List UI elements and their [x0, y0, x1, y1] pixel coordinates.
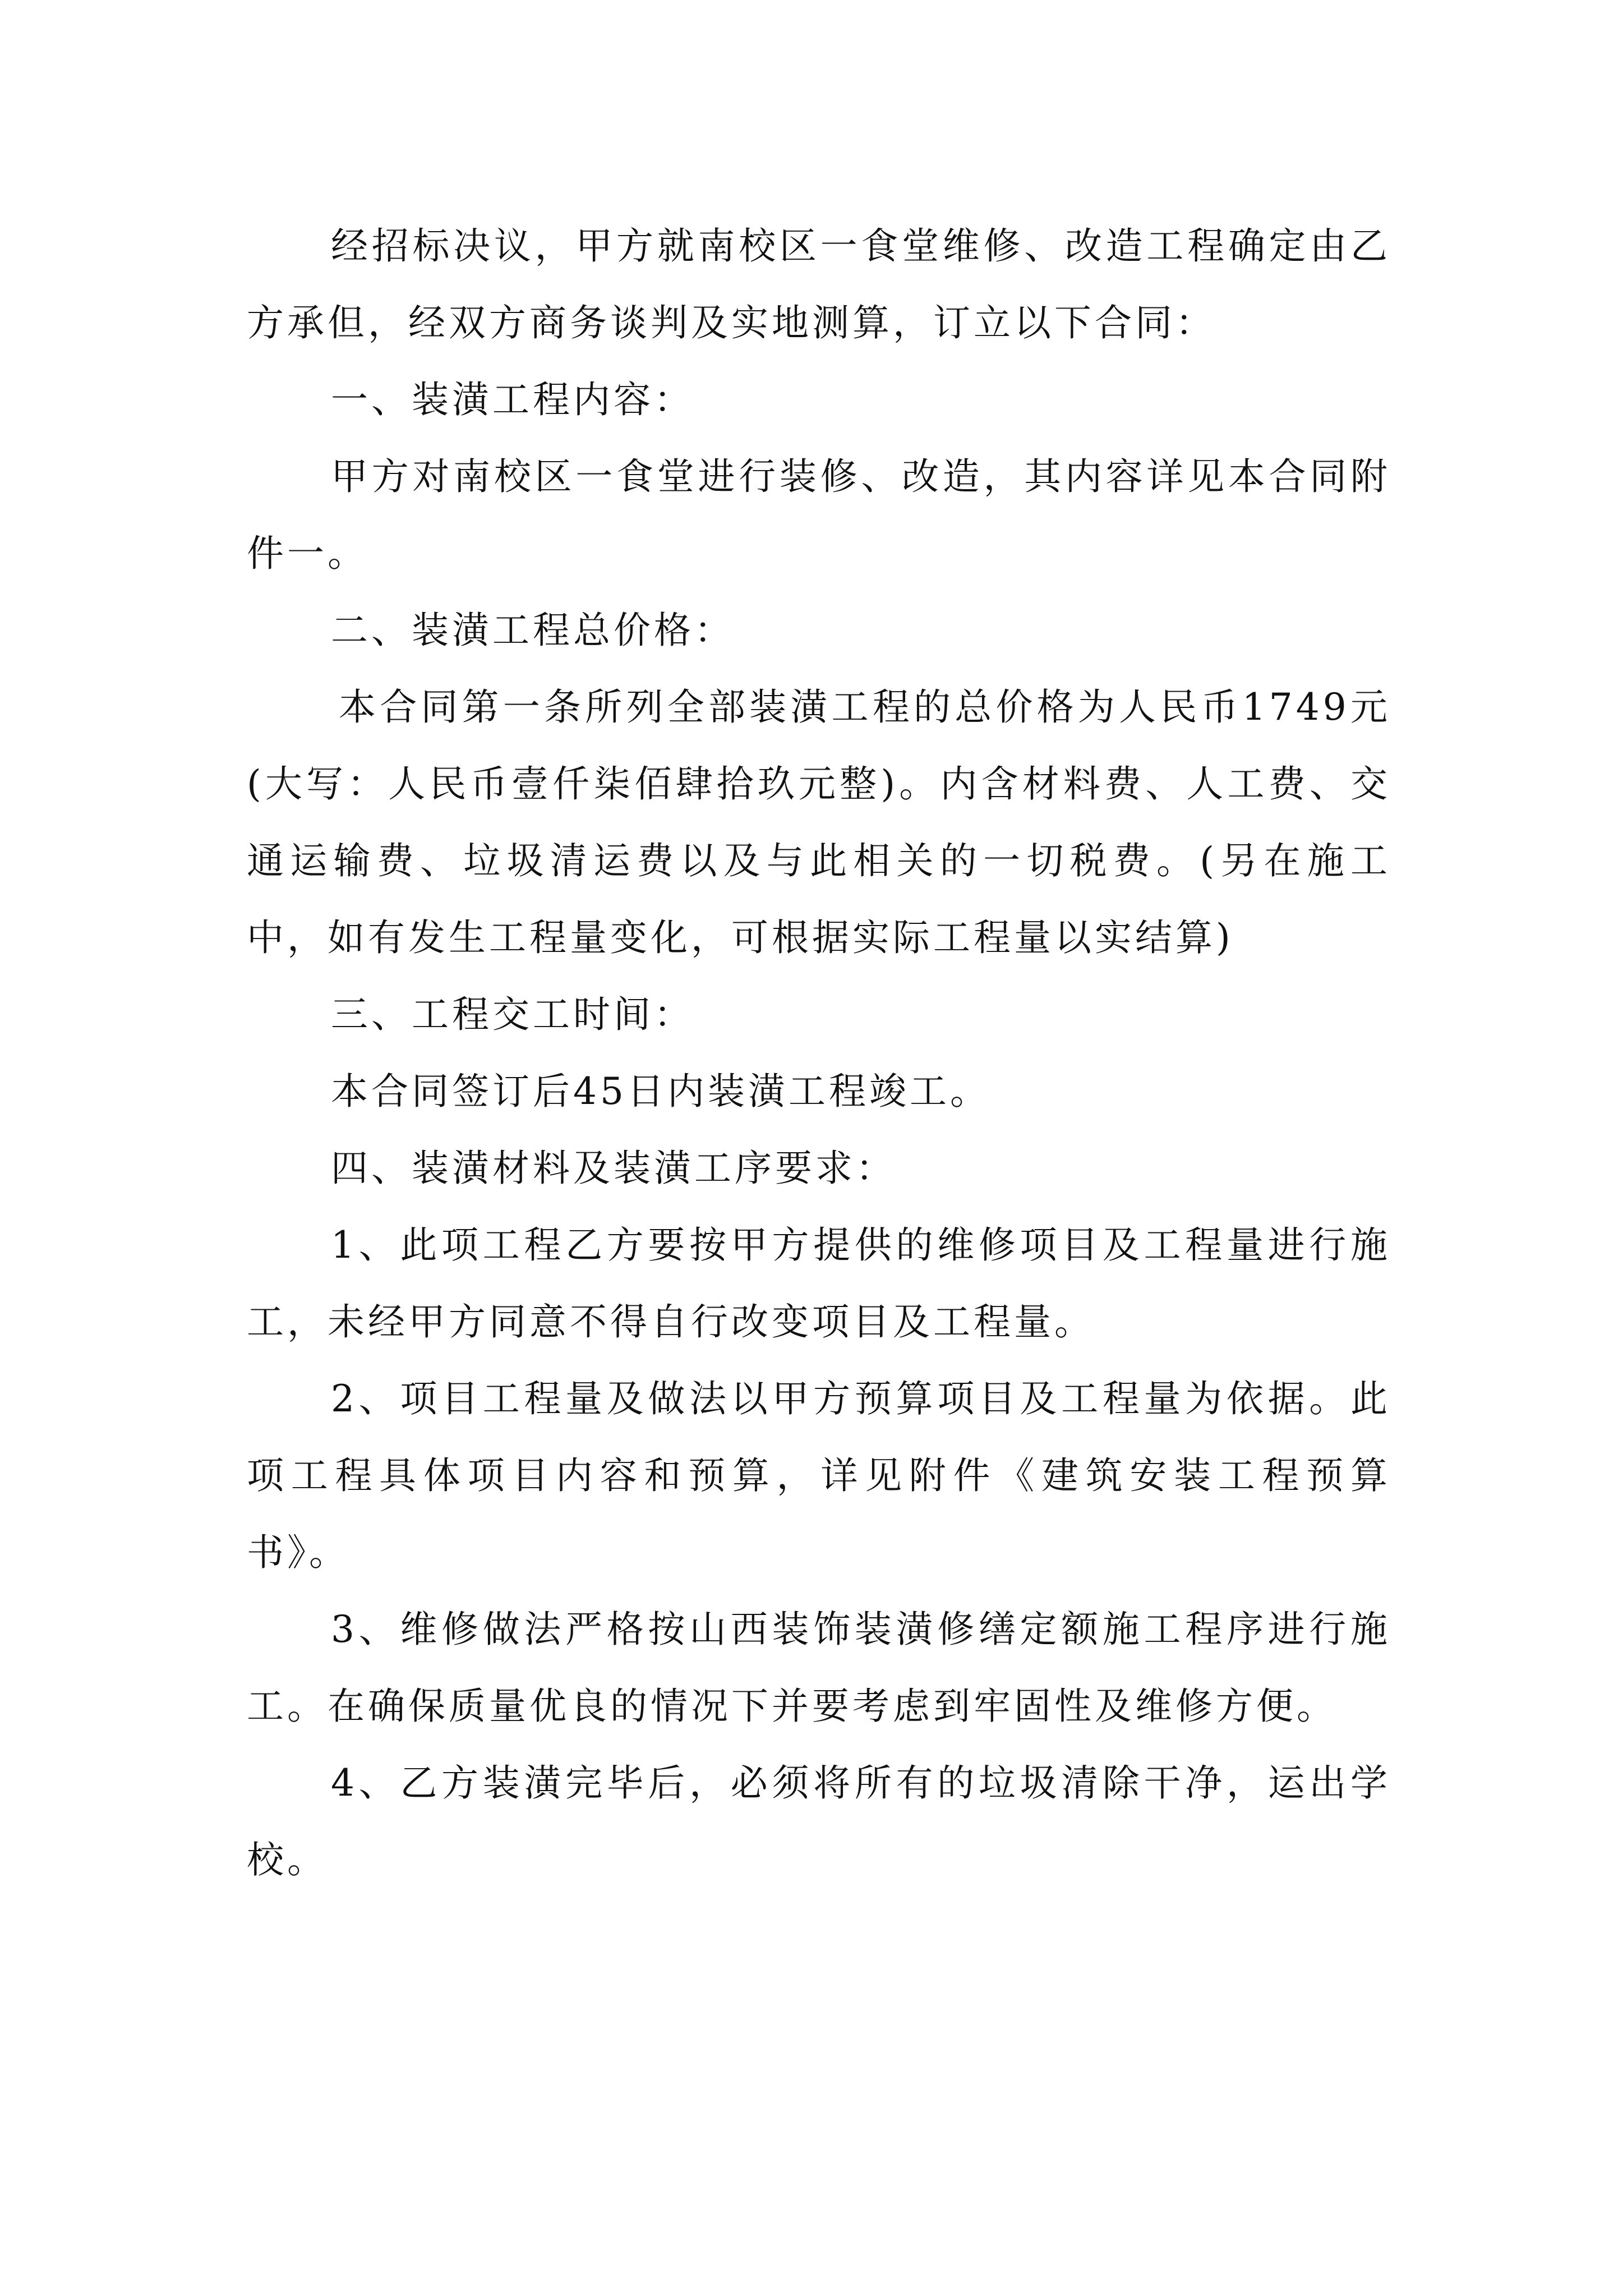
time-paragraph: 本合同签订后45日内装潢工程竣工。: [331, 1070, 990, 1113]
price-paragraph: 本合同第一条所列全部装潢工程的总价格为人民币1749元(大写：人民币壹仟柒佰肆拾玖元整)。内含材料费、人工费、交通运输费、垃圾清运费以及与此相关的一切税费。(另在施工中，如有发生工程量变化，可根据实际工程量以实结算): [247, 685, 1391, 959]
section-heading-price: 二、装潢工程总价格：: [331, 609, 735, 652]
section-heading-time: 三、工程交工时间：: [331, 993, 694, 1036]
section-heading-content: 一、装潢工程内容：: [331, 378, 694, 421]
requirement-item-3: 3、维修做法严格按山西装饰装潢修缮定额施工程序进行施工。在确保质量优良的情况下并要考虑到牢固性及维修方便。: [247, 1608, 1391, 1728]
requirement-item-2: 2、项目工程量及做法以甲方预算项目及工程量为依据。此项工程具体项目内容和预算，详见附件《建筑安装工程预算书》。: [247, 1377, 1391, 1574]
section-heading-materials: 四、装潢材料及装潢工序要求：: [331, 1147, 896, 1190]
content-paragraph: 甲方对南校区一食堂进行装修、改造，其内容详见本合同附件一。: [247, 455, 1391, 575]
requirement-item-4: 4、乙方装潢完毕后，必须将所有的垃圾清除干净，运出学校。: [247, 1761, 1391, 1881]
requirement-item-1: 1、此项工程乙方要按甲方提供的维修项目及工程量进行施工，未经甲方同意不得自行改变项目及工程量。: [247, 1223, 1391, 1343]
contract-body: [247, 208, 1391, 1898]
intro-paragraph: 经招标决议，甲方就南校区一食堂维修、改造工程确定由乙方承但，经双方商务谈判及实地测算，订立以下合同：: [247, 224, 1391, 344]
